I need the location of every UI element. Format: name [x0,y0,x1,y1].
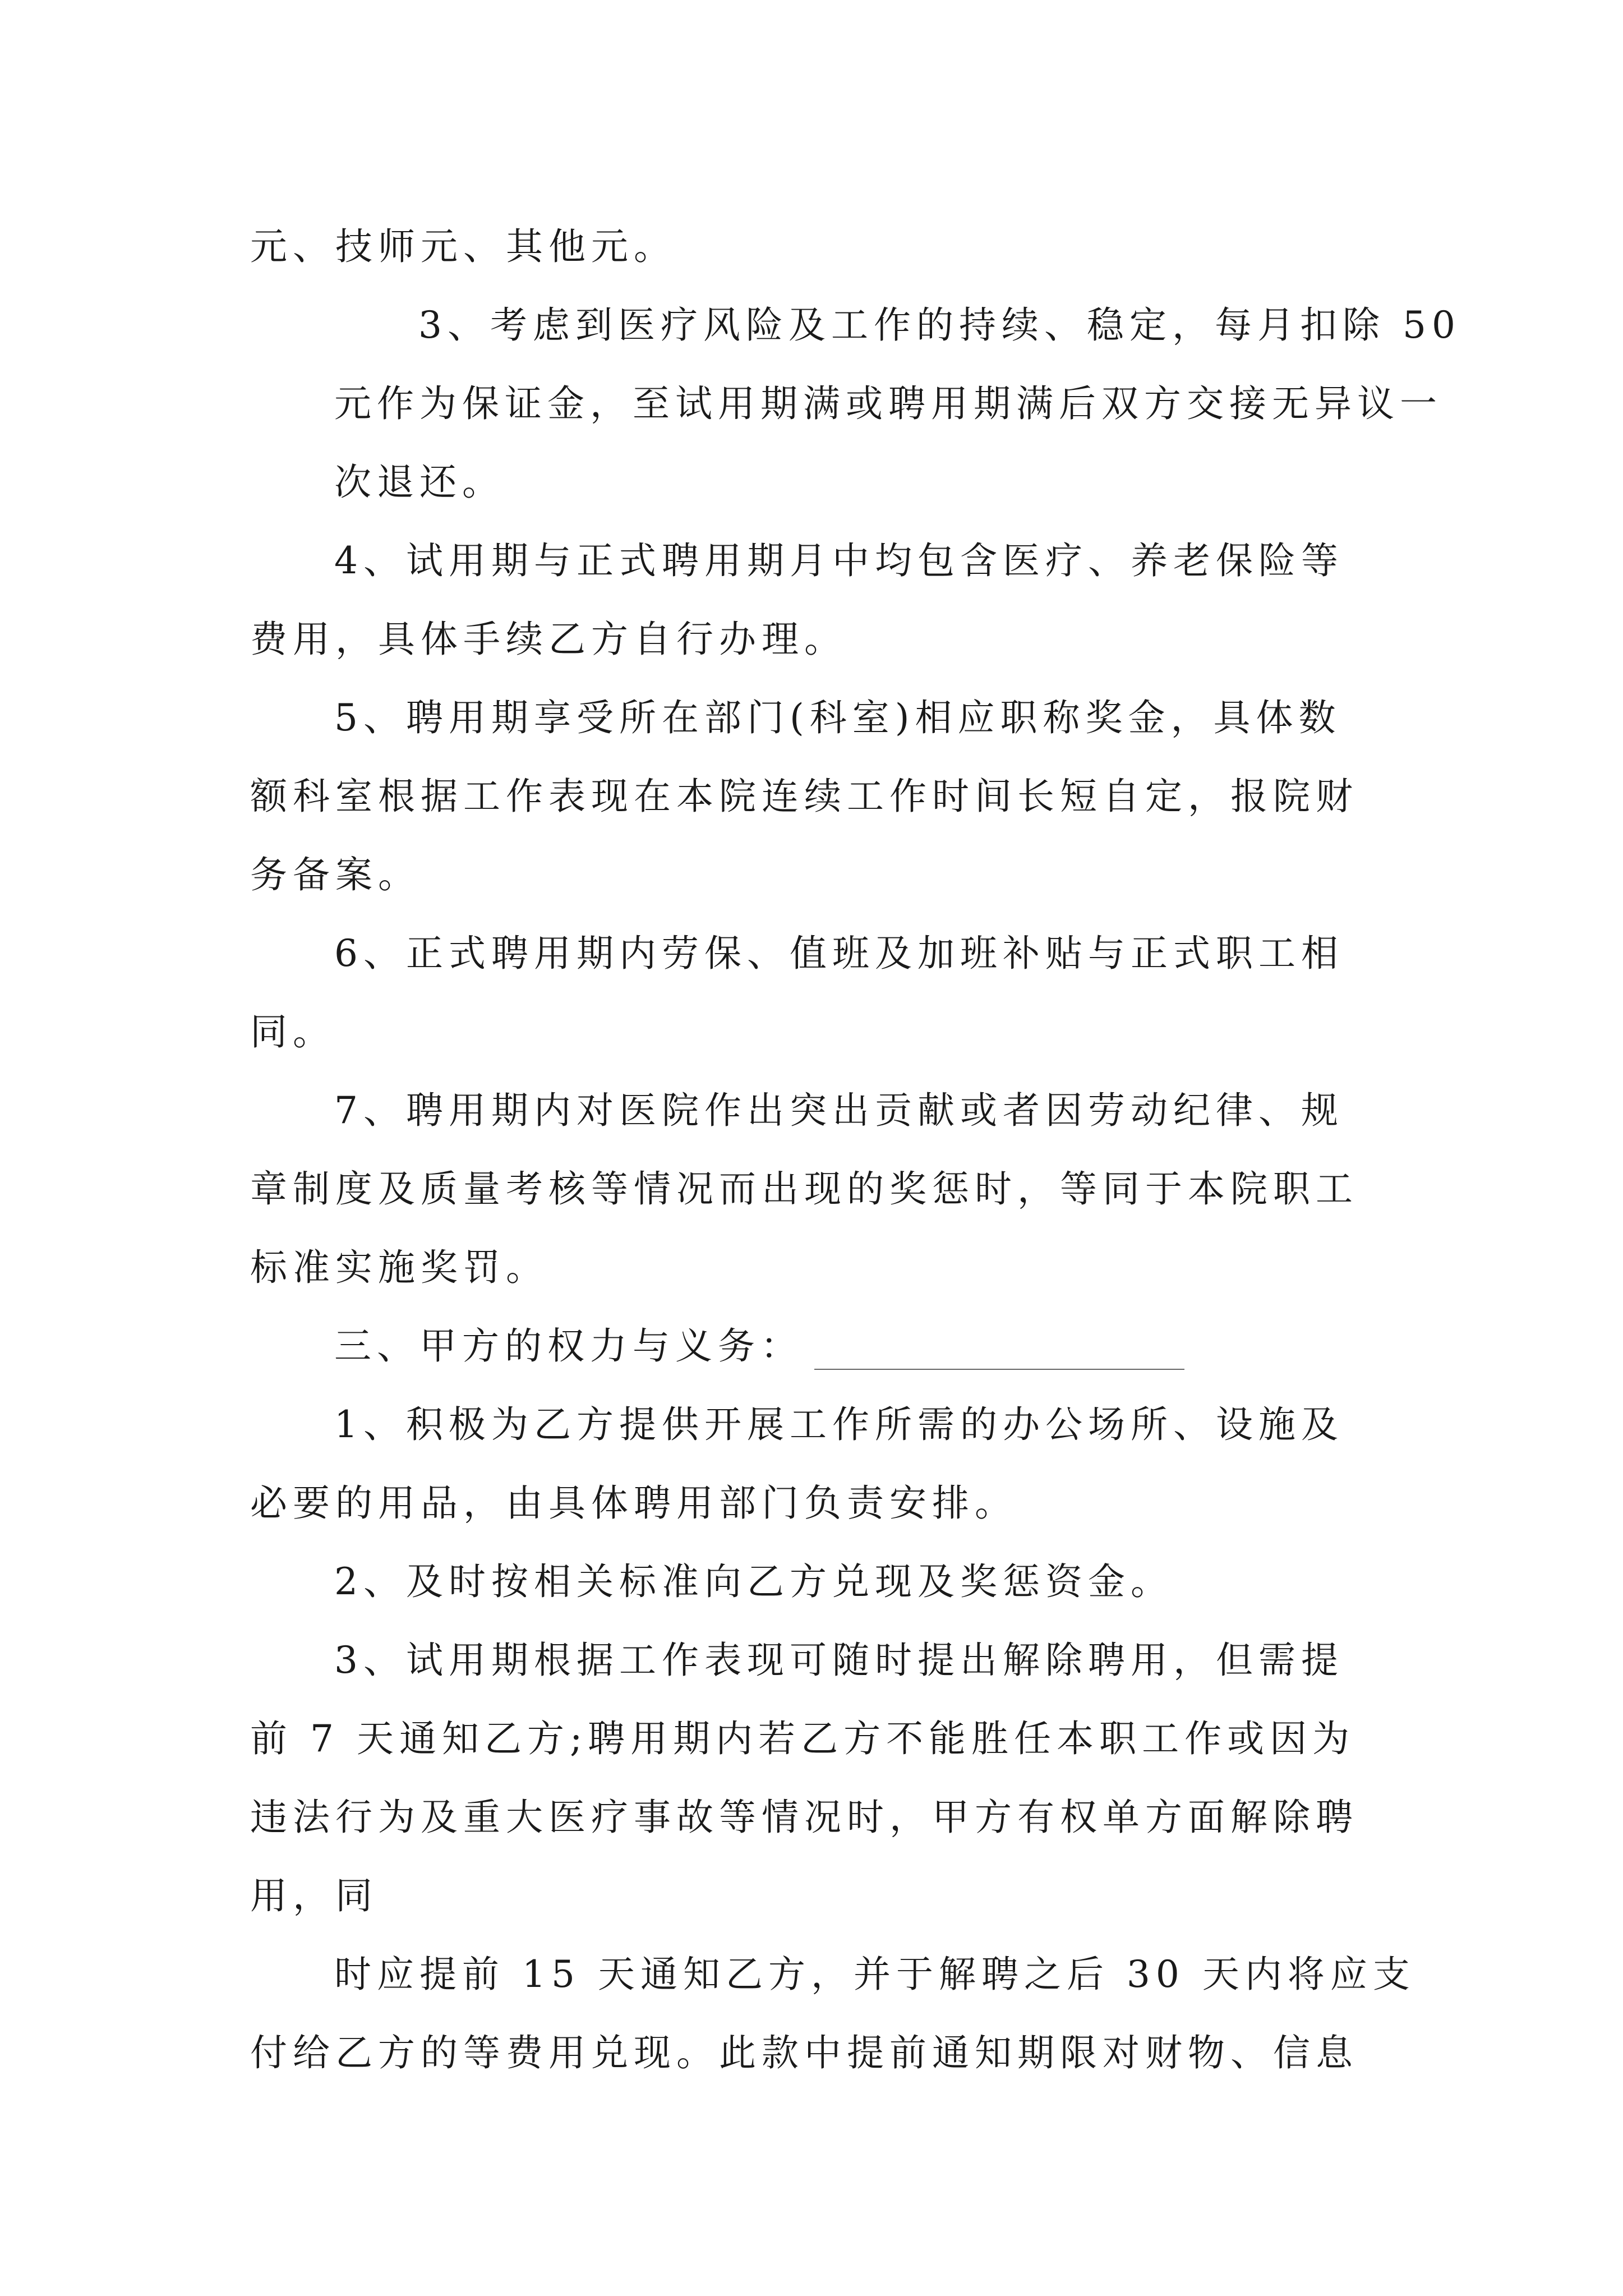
paragraph [250,914,1389,1071]
text-line: 费用，具体手续乙方自行办理。 [250,618,847,661]
text-line: 额科室根据工作表现在本院连续工作时间长短自定，报院财 [250,775,1358,818]
text-line: 用，同 [250,1874,378,1917]
text-line: 标准实施奖罚。 [250,1246,548,1289]
text-line: 元作为保证金，至试用期满或聘用期满后双方交接无异议一 [334,382,1442,425]
document-body [250,208,1461,2092]
text-line: 必要的用品，由具体聘用部门负责安排。 [250,1481,1017,1525]
text-line: 4、试用期与正式聘用期月中均包含医疗、养老保险等 [334,539,1344,582]
text-line: 务备案。 [250,853,421,896]
paragraph [250,1935,1415,2092]
fill-in-blank [814,1366,1184,1370]
text-line: 前 7 天通知乙方;聘用期内若乙方不能胜任本职工作或因为 [250,1717,1355,1760]
paragraph [250,679,1389,914]
text-line: 3、考虑到医疗风险及工作的持续、稳定，每月扣除 50 [418,303,1461,347]
text-line: 违法行为及重大医疗事故等情况时，甲方有权单方面解除聘 [250,1796,1358,1839]
text-line: 付给乙方的等费用兑现。此款中提前通知期限对财物、信息 [250,2031,1358,2074]
paragraph [250,286,1461,522]
text-line: 5、聘用期享受所在部门(科室)相应职称奖金，具体数 [334,696,1341,739]
text-line: 2、及时按相关标准向乙方兑现及奖惩资金。 [334,1560,1173,1603]
text-line: 7、聘用期内对医院作出突出贡献或者因劳动纪律、规 [334,1089,1344,1132]
text-line: 次退还。 [334,461,505,504]
text-line: 1、积极为乙方提供开展工作所需的办公场所、设施及 [334,1403,1344,1446]
paragraph [250,1386,1389,1543]
paragraph [250,1621,1389,1935]
text-line: 时应提前 15 天通知乙方，并于解聘之后 30 天内将应支 [334,1953,1415,1996]
text-line: 3、试用期根据工作表现可随时提出解除聘用，但需提 [334,1639,1344,1682]
paragraph [250,1071,1389,1307]
heading-text: 三、甲方的权力与义务： [334,1324,803,1368]
paragraph [250,1543,1389,1621]
text-line: 同。 [250,1010,335,1053]
section-heading [250,1307,1389,1386]
text-line: 6、正式聘用期内劳保、值班及加班补贴与正式职工相 [334,932,1344,975]
text-line: 元、技师元、其他元。 [250,225,676,268]
text-line: 章制度及质量考核等情况而出现的奖惩时，等同于本院职工 [250,1167,1358,1211]
paragraph [250,208,1389,286]
paragraph [250,522,1389,679]
